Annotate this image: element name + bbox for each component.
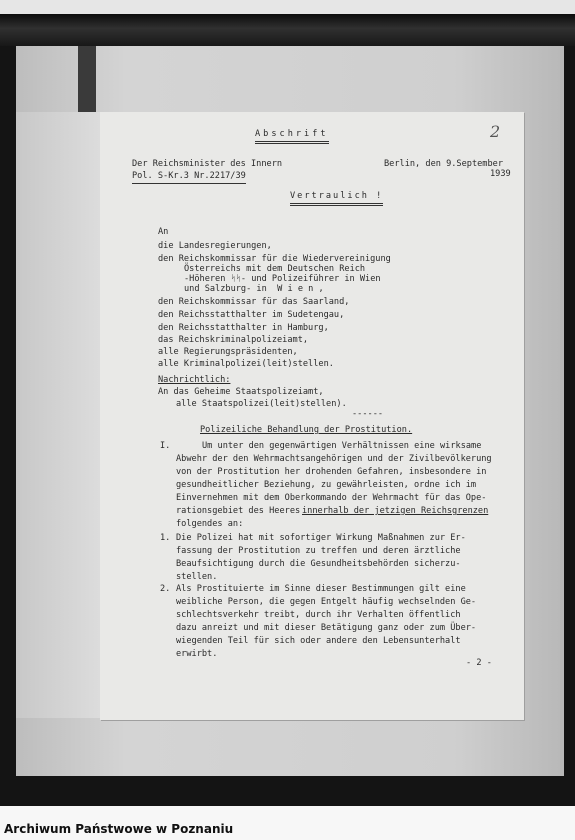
archive-footer	[0, 806, 575, 840]
binding-shadow	[78, 46, 96, 112]
item-line: weibliche Person, die gegen Entgelt häufig wechselnden Ge-	[176, 597, 477, 607]
sender-line: Der Reichsminister des Innern	[132, 159, 283, 169]
top-strip	[0, 0, 575, 14]
page-marker: - 2 -	[466, 658, 492, 668]
section-line: rationsgebiet des Heeres	[176, 506, 306, 516]
section-line: folgendes an:	[176, 519, 244, 529]
recipients-intro: An	[158, 227, 169, 237]
item-line: schlechtsverkehr treibt, durch ihr Verhalten öffentlich	[176, 610, 461, 620]
item-line: erwirbt.	[176, 649, 218, 659]
left-paper-strip	[16, 112, 106, 718]
recipient-line: alle Regierungspräsidenten,	[158, 347, 298, 357]
section-line-underlined: innerhalb der jetzigen Reichsgrenzen	[302, 506, 489, 516]
classification: Vertraulich !	[290, 190, 383, 206]
item-line: fassung der Prostitution zu treffen und deren ärztliche	[176, 546, 461, 556]
date-year: 1939	[490, 169, 511, 179]
recipient-line: das Reichskriminalpolizeiamt,	[158, 335, 309, 345]
info-label: Nachrichtlich:	[158, 375, 231, 385]
item-line: Beaufsichtigung durch die Gesundheitsbehörden sicherzu-	[176, 559, 461, 569]
item-line: dazu anreizt und mit dieser Betätigung ganz oder zum Über-	[176, 623, 477, 633]
info-line: alle Staatspolizei(leit)stellen).	[176, 399, 347, 409]
subject-line: Polizeiliche Behandlung der Prostitution.	[200, 425, 413, 435]
section-line: Abwehr der den Wehrmachtsangehörigen und der Zivilbevölkerung	[176, 454, 492, 464]
place-date: Berlin, den 9.September	[384, 159, 503, 169]
recipient-line: alle Kriminalpolizei(leit)stellen.	[158, 359, 334, 369]
pencil-mark: 2	[490, 122, 501, 141]
separator: ------	[352, 409, 384, 419]
section-line: Um unter den gegenwärtigen Verhältnissen eine wirksame	[202, 441, 482, 451]
section-line: Einvernehmen mit dem Oberkommando der Wehrmacht für das Ope-	[176, 493, 487, 503]
item-line: stellen.	[176, 572, 218, 582]
item-number: 2.	[160, 584, 171, 594]
recipient-line: den Reichskommissar für das Saarland,	[158, 297, 350, 307]
section-line: gesundheitlicher Beziehung, zu gewährleisten, ordne ich im	[176, 480, 477, 490]
item-line: wiegenden Teil für sich oder andere den Lebensunterhalt	[176, 636, 461, 646]
reference-number: Pol. S-Kr.3 Nr.2217/39	[132, 170, 246, 184]
recipient-line: die Landesregierungen,	[158, 241, 272, 251]
item-line: Die Polizei hat mit sofortiger Wirkung Maßnahmen zur Er-	[176, 533, 466, 543]
document-page	[100, 112, 524, 720]
recipient-line: den Reichsstatthalter in Hamburg,	[158, 323, 329, 333]
film-band	[0, 14, 575, 46]
recipient-line: den Reichskommissar für die Wiedervereinigung	[158, 254, 391, 264]
recipient-line: und Salzburg- in W i e n ,	[184, 284, 324, 294]
recipient-line: -Höheren ᛋᛋ- und Polizeiführer in Wien	[184, 274, 381, 284]
section-number: I.	[160, 441, 171, 451]
recipient-line: den Reichsstatthalter im Sudetengau,	[158, 310, 345, 320]
section-line: von der Prostitution her drohenden Gefahren, insbesondere in	[176, 467, 487, 477]
item-line: Als Prostituierte im Sinne dieser Bestimmungen gilt eine	[176, 584, 466, 594]
info-line: An das Geheime Staatspolizeiamt,	[158, 387, 324, 397]
document-heading: Abschrift	[255, 128, 329, 144]
archive-name: Archiwum Państwowe w Poznaniu	[4, 822, 234, 836]
item-number: 1.	[160, 533, 171, 543]
recipient-line: Österreichs mit dem Deutschen Reich	[184, 264, 366, 274]
